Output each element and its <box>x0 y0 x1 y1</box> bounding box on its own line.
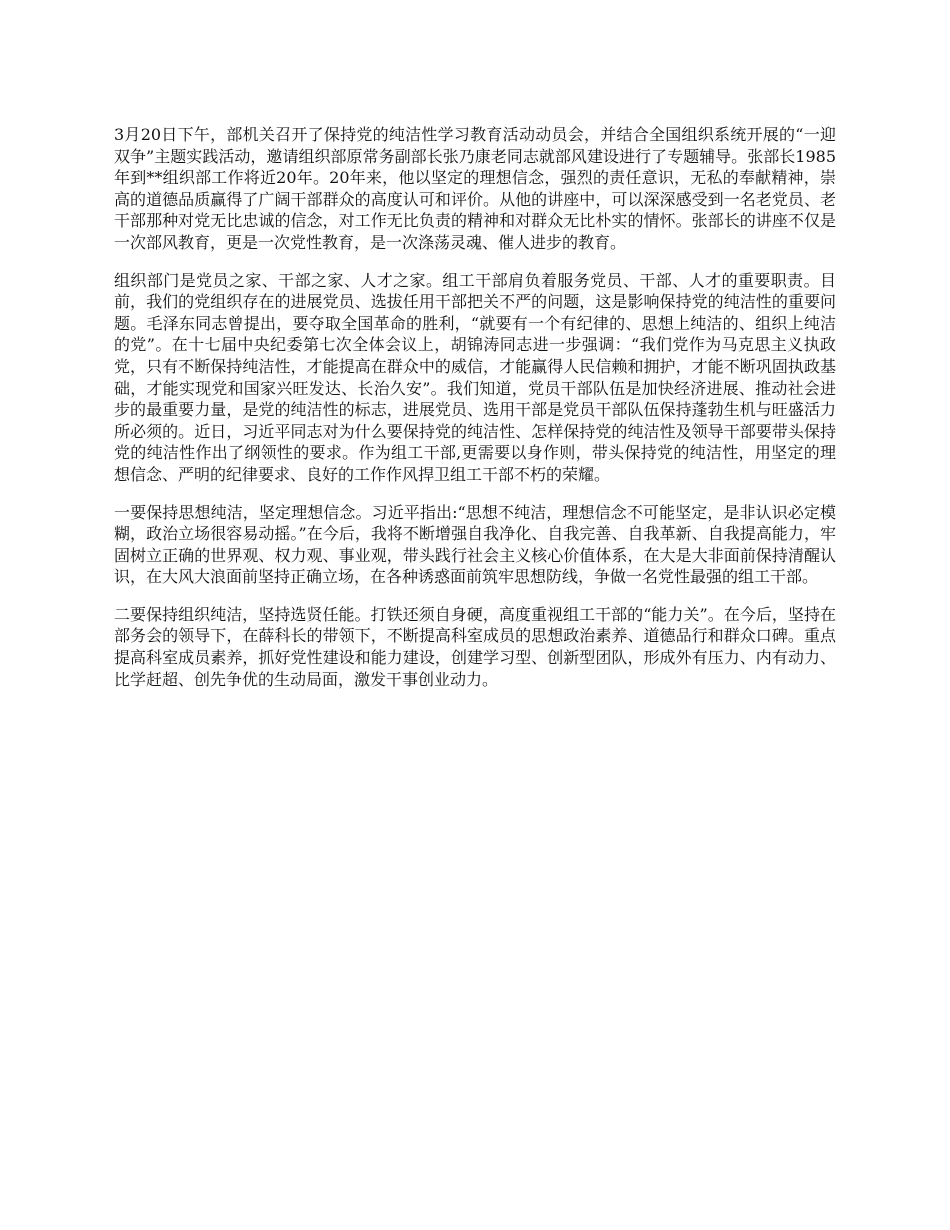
paragraph-3: 一要保持思想纯洁，坚定理想信念。习近平指出:“思想不纯洁，理想信念不可能坚定，是非认识必定模糊，政治立场很容易动摇。”在今后，我将不断增强自我净化、自我完善、自我革新、自我提高能力，牢固树立正确的世界观、权力观、事业观，带头践行社会主义核心价值体系，在大是大非面前保持清醒认识，在大风大浪面前坚持正确立场，在各种诱惑面前筑牢思想防线，争做一名党性最强的组工干部。 <box>114 502 836 587</box>
paragraph-2: 组织部门是党员之家、干部之家、人才之家。组工干部肩负着服务党员、干部、人才的重要职责。目前，我们的党组织存在的进展党员、选拔任用干部把关不严的问题，这是影响保持党的纯洁性的重要问题。毛泽东同志曾提出，要夺取全国革命的胜利，“就要有一个有纪律的、思想上纯洁的、组织上纯洁的党”。在十七届中央纪委第七次全体会议上，胡锦涛同志进一步强调：“我们党作为马克思主义执政党，只有不断保持纯洁性，才能提高在群众中的威信，才能赢得人民信赖和拥护，才能不断巩固执政基础，才能实现党和国家兴旺发达、长治久安”。我们知道，党员干部队伍是加快经济进展、推动社会进步的最重要力量，是党的纯洁性的标志，进展党员、选用干部是党员干部队伍保持蓬勃生机与旺盛活力所必须的。近日，习近平同志对为什么要保持党的纯洁性、怎样保持党的纯洁性及领导干部要带头保持党的纯洁性作出了纲领性的要求。作为组工干部,更需要以身作则，带头保持党的纯洁性，用坚定的理想信念、严明的纪律要求、良好的工作作风捍卫组工干部不朽的荣耀。 <box>114 270 836 484</box>
paragraph-4: 二要保持组织纯洁，坚持选贤任能。打铁还须自身硬，高度重视组工干部的“能力关”。在今后，坚持在部务会的领导下，在薛科长的带领下，不断提高科室成员的思想政治素养、道德品行和群众口碑。重点提高科室成员素养，抓好党性建设和能力建设，创建学习型、创新型团队，形成外有压力、内有动力、比学赶超、创先争优的生动局面，激发干事创业动力。 <box>114 604 836 689</box>
paragraph-1: 3月20日下午，部机关召开了保持党的纯洁性学习教育活动动员会，并结合全国组织系统开展的“一迎双争”主题实践活动，邀请组织部原常务副部长张乃康老同志就部风建设进行了专题辅导。张部长1985年到**组织部工作将近20年。20年来，他以坚定的理想信念，强烈的责任意识，无私的奉献精神，崇高的道德品质赢得了广阔干部群众的高度认可和评价。从他的讲座中，可以深深感受到一名老党员、老干部那种对党无比忠诚的信念，对工作无比负责的精神和对群众无比朴实的情怀。张部长的讲座不仅是一次部风教育，更是一次党性教育，是一次涤荡灵魂、催人进步的教育。 <box>114 125 836 252</box>
document-body <box>114 124 836 706</box>
